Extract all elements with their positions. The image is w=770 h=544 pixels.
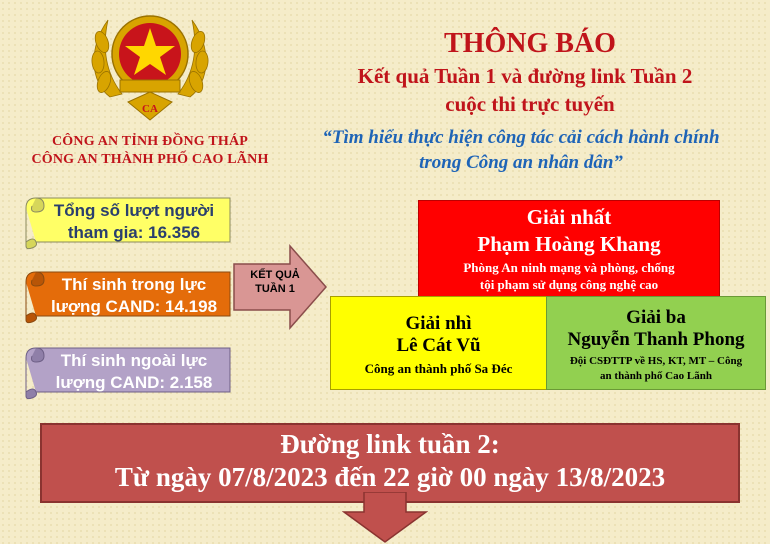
stat-total-label: Tổng số lượt người: [53, 201, 215, 220]
first-prize-unit-line-2: tội phạm sử dụng công nghệ cao: [479, 277, 659, 292]
stat-non-cand-participants: [18, 344, 234, 400]
subtitle-line-1: Kết quả Tuần 1 và đường link Tuần 2: [357, 64, 693, 88]
stat-non-cand-value: lượng CAND: 2.158: [55, 373, 213, 392]
police-emblem-icon: [80, 2, 220, 124]
second-prize-winner: Lê Cát Vũ: [396, 335, 481, 356]
contest-name-line-2: trong Công an nhân dân”: [419, 152, 623, 173]
first-prize-box: [418, 200, 720, 298]
third-prize-title: Giải ba: [626, 307, 686, 328]
stat-cand-participants: [18, 268, 234, 324]
arrow-down-icon: [342, 492, 428, 544]
stat-non-cand-label: Thí sinh ngoài lực: [60, 351, 208, 370]
stat-cand-label: Thí sinh trong lực: [61, 275, 207, 294]
contest-name-line-1: “Tìm hiểu thực hiện công tác cải cách hành chính: [322, 127, 720, 148]
third-prize-unit-line-1: Đội CSĐTTP về HS, KT, MT – Công: [569, 355, 743, 367]
week1-results-label: KẾT QUẢ TUẦN 1: [250, 269, 300, 295]
second-prize-title: Giải nhì: [405, 313, 472, 334]
svg-text:CA: CA: [142, 103, 158, 115]
first-prize-unit-line-1: Phòng An ninh mạng và phòng, chống: [463, 260, 675, 275]
week2-link-dates: Từ ngày 07/8/2023 đến 22 giờ 00 ngày 13/8/2023: [114, 462, 666, 492]
stat-cand-value: lượng CAND: 14.198: [50, 297, 218, 316]
subtitle-line-2: cuộc thi trực tuyến: [445, 92, 615, 116]
third-prize-unit-line-2: an thành phố Cao Lãnh: [600, 370, 712, 382]
second-prize-box: [330, 296, 547, 390]
org-line-city: CÔNG AN THÀNH PHỐ CAO LÃNH: [31, 152, 269, 167]
week2-link-heading: Đường link tuần 2:: [280, 429, 500, 459]
org-line-province: CÔNG AN TỈNH ĐỒNG THÁP: [51, 134, 249, 149]
first-prize-title: Giải nhất: [526, 205, 612, 229]
stat-total-participants: [18, 194, 234, 250]
second-prize-unit: Công an thành phố Sa Đéc: [364, 361, 513, 376]
week2-link-banner: [40, 423, 740, 503]
stat-total-value: tham gia: 16.356: [67, 223, 201, 242]
first-prize-winner: Phạm Hoàng Khang: [477, 232, 661, 256]
third-prize-box: [546, 296, 766, 390]
page-title: THÔNG BÁO: [444, 28, 616, 59]
third-prize-winner: Nguyễn Thanh Phong: [567, 329, 745, 350]
